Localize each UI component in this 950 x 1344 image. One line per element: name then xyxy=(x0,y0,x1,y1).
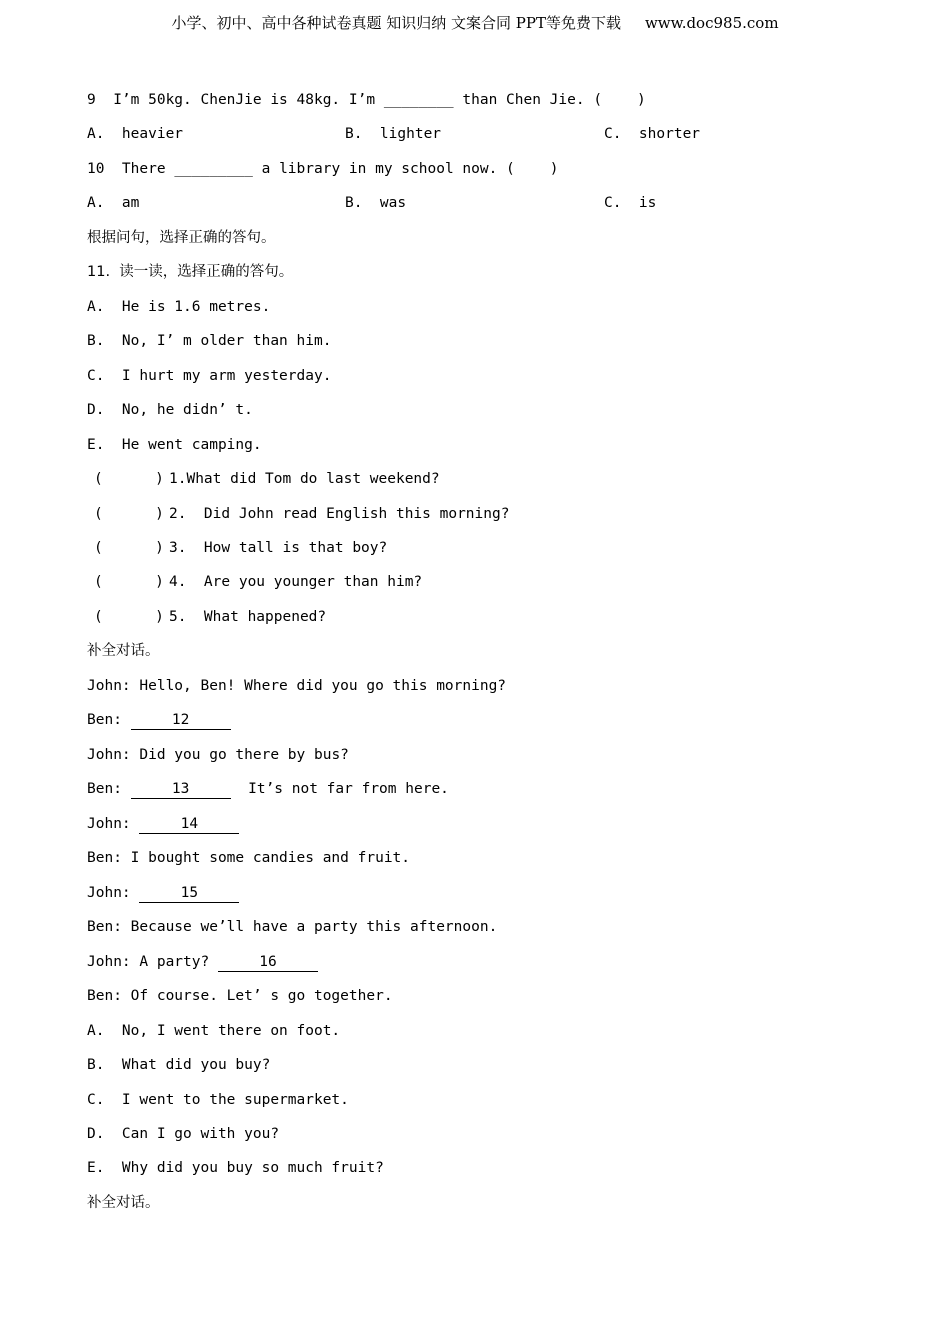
speaker: Ben: xyxy=(87,850,122,866)
dialogue-text: I bought some candies and fruit. xyxy=(121,850,411,866)
answer-paren[interactable]: ( ) xyxy=(94,471,164,487)
q9-option-c: C. shorter xyxy=(604,126,701,142)
q11-question-4 xyxy=(94,572,422,592)
q11-question-text: 2. Did John read English this morning? xyxy=(169,506,510,522)
dialogue-line-8 xyxy=(87,917,497,937)
dialogue-text xyxy=(131,816,140,832)
answer-paren[interactable]: ( ) xyxy=(94,540,164,556)
speaker: Ben: xyxy=(87,712,122,728)
q11-question-text: 4. Are you younger than him? xyxy=(169,574,423,590)
header-site-text: 小学、初中、高中各种试卷真题 知识归纳 文案合同 PPT等免费下载 xyxy=(171,14,621,32)
dialogue-text: It’s not far from here. xyxy=(230,781,449,797)
speaker: Ben: xyxy=(87,919,122,935)
dialogue-option-e: E. Why did you buy so much fruit? xyxy=(87,1160,384,1176)
blank-13[interactable]: 13 xyxy=(131,781,231,799)
q11-answer-d: D. No, he didn’ t. xyxy=(87,402,253,418)
q11-question-5 xyxy=(94,607,326,627)
blank-12[interactable]: 12 xyxy=(131,712,231,730)
page-header xyxy=(0,12,950,33)
speaker: John: xyxy=(87,816,131,832)
q11-answer-e: E. He went camping. xyxy=(87,437,262,453)
q11-question-1 xyxy=(94,469,440,489)
q10-blank: _________ xyxy=(174,161,253,177)
dialogue-line-9 xyxy=(87,952,318,972)
speaker: John: xyxy=(87,678,131,694)
answer-paren[interactable]: ( ) xyxy=(94,574,164,590)
dialogue-option-c: C. I went to the supermarket. xyxy=(87,1092,349,1108)
blank-14[interactable]: 14 xyxy=(139,816,239,834)
dialogue-text xyxy=(131,885,140,901)
q11-answer-c: C. I hurt my arm yesterday. xyxy=(87,368,332,384)
dialogue-text: Of course. Let’ s go together. xyxy=(121,988,393,1004)
q10-option-a: A. am xyxy=(87,195,140,211)
header-url: www.doc985.com xyxy=(644,14,779,32)
dialogue-line-5 xyxy=(87,814,239,834)
q11-question-text: 5. What happened? xyxy=(169,609,327,625)
dialogue-option-a: A. No, I went there on foot. xyxy=(87,1023,341,1039)
dialogue-line-10 xyxy=(87,986,393,1006)
speaker: John: xyxy=(87,747,131,763)
speaker: John: xyxy=(87,885,131,901)
q10-stem-post: a library in my school now. ( ) xyxy=(252,161,559,177)
dialogue-text: Because we’ll have a party this afternoon. xyxy=(121,919,498,935)
dialogue-line-6 xyxy=(87,848,410,868)
dialogue-text: Did you go there by bus? xyxy=(130,747,349,763)
dialogue-option-b: B. What did you buy? xyxy=(87,1057,271,1073)
answer-paren[interactable]: ( ) xyxy=(94,609,164,625)
q11-question-2 xyxy=(94,504,509,524)
q11-question-text: 1.What did Tom do last weekend? xyxy=(169,471,440,487)
q10-stem-pre: 10 There xyxy=(87,161,175,177)
speaker: John: xyxy=(87,954,131,970)
dialogue-text: A party? xyxy=(130,954,218,970)
q11-answer-b: B. No, I’ m older than him. xyxy=(87,333,332,349)
question-9-stem xyxy=(87,90,646,110)
dialogue-line-7 xyxy=(87,883,239,903)
q10-option-b: B. was xyxy=(345,195,407,211)
answer-paren[interactable]: ( ) xyxy=(94,506,164,522)
section-instruction-1: 根据问句，选择正确的答句。 xyxy=(87,230,276,246)
dialogue-text xyxy=(122,781,131,797)
dialogue-text xyxy=(122,712,131,728)
q9-blank: ________ xyxy=(383,92,454,108)
q9-stem-pre: 9 I’m 50kg. ChenJie is 48kg. I’m xyxy=(87,92,384,108)
dialogue-text: Hello, Ben! Where did you go this morning? xyxy=(130,678,507,694)
q11-question-text: 3. How tall is that boy? xyxy=(169,540,388,556)
dialogue-option-d: D. Can I go with you? xyxy=(87,1126,280,1142)
section-instruction-3: 补全对话。 xyxy=(87,1195,160,1211)
q9-option-b: B. lighter xyxy=(345,126,442,142)
q11-question-3 xyxy=(94,538,387,558)
section-instruction-2: 补全对话。 xyxy=(87,643,160,659)
q11-title: 11. 读一读，选择正确的答句。 xyxy=(87,264,294,280)
blank-16[interactable]: 16 xyxy=(218,954,318,972)
q11-answer-a: A. He is 1.6 metres. xyxy=(87,299,271,315)
q9-option-a: A. heavier xyxy=(87,126,184,142)
dialogue-line-4 xyxy=(87,779,449,799)
question-10-stem xyxy=(87,159,558,179)
q9-stem-post: than Chen Jie. ( ) xyxy=(453,92,646,108)
q10-option-c: C. is xyxy=(604,195,657,211)
speaker: Ben: xyxy=(87,988,122,1004)
dialogue-line-1 xyxy=(87,676,506,696)
dialogue-line-3 xyxy=(87,745,349,765)
speaker: Ben: xyxy=(87,781,122,797)
dialogue-line-2 xyxy=(87,710,231,730)
blank-15[interactable]: 15 xyxy=(139,885,239,903)
